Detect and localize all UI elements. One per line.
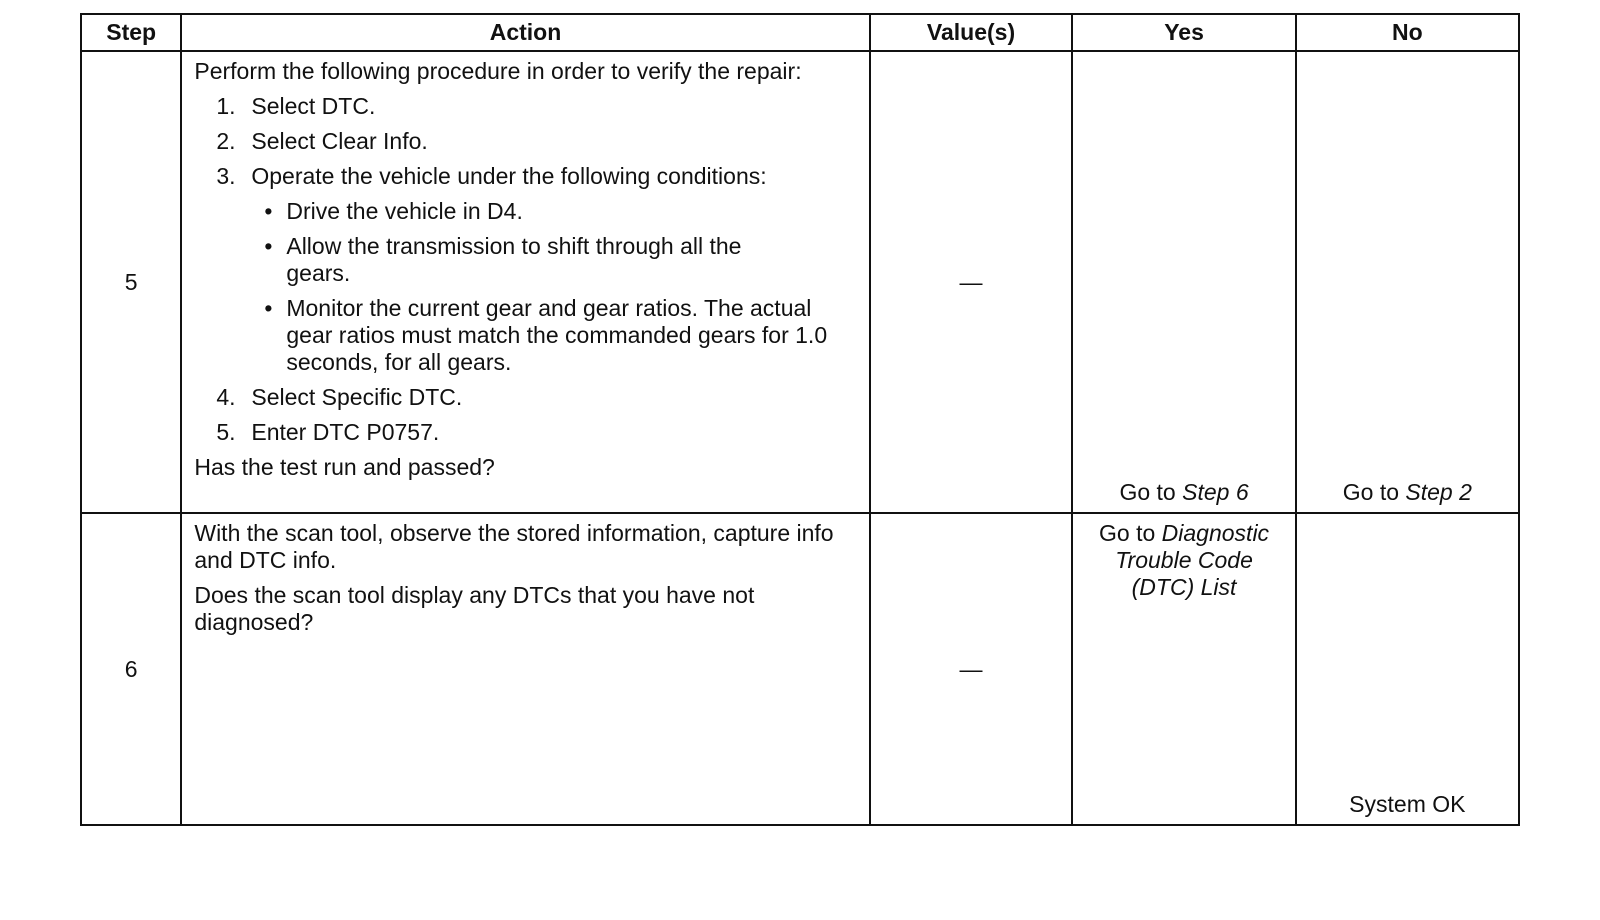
action-cell (181, 513, 869, 825)
procedure-item-number: 5. (216, 419, 236, 445)
no-prefix: Go to (1342, 479, 1400, 505)
procedure-list (194, 93, 858, 446)
action-lead: Perform the following procedure in order to verify the repair: (194, 58, 802, 84)
value-text: — (959, 655, 983, 682)
no-cell (1296, 513, 1519, 825)
header-no: No (1296, 14, 1519, 51)
procedure-item-number: 2. (216, 128, 236, 154)
procedure-item-number: 4. (216, 384, 236, 410)
header-values: Value(s) (870, 14, 1073, 51)
procedure-item-number: 1. (216, 93, 236, 119)
action-lead: With the scan tool, observe the stored information, capture info and DTC info. (194, 520, 834, 573)
table-row-step-6 (81, 513, 1519, 825)
action-cell (181, 51, 869, 513)
yes-cell (1072, 51, 1295, 513)
value-text: — (959, 268, 983, 295)
yes-link[interactable] (1073, 514, 1294, 601)
condition-text: Drive the vehicle in D4. (286, 198, 523, 224)
yes-link[interactable] (1073, 479, 1294, 506)
value-cell (870, 513, 1073, 825)
condition-text: Allow the transmission to shift through all the gears. (286, 233, 742, 286)
procedure-item-text: Operate the vehicle under the following conditions: (251, 163, 767, 189)
procedure-item (194, 128, 858, 155)
value-cell (870, 51, 1073, 513)
yes-prefix: Go to (1119, 479, 1176, 505)
no-target[interactable]: Step 2 (1405, 479, 1472, 505)
procedure-item-text: Enter DTC P0757. (251, 419, 440, 445)
table-row-step-5 (81, 51, 1519, 513)
no-cell (1296, 51, 1519, 513)
condition-item (251, 198, 858, 225)
step-number: 6 (81, 513, 181, 825)
procedure-item-text: Select Clear Info. (251, 128, 428, 154)
procedure-item-number: 3. (216, 163, 236, 189)
procedure-item (194, 163, 858, 376)
yes-prefix: Go to (1099, 520, 1156, 546)
header-row (81, 14, 1519, 51)
procedure-item-text: Select Specific DTC. (251, 384, 463, 410)
condition-list (251, 198, 858, 376)
header-step: Step (81, 14, 181, 51)
step-number: 5 (81, 51, 181, 513)
action-question: Has the test run and passed? (194, 454, 495, 480)
bullet-icon: • (264, 233, 273, 259)
procedure-item (194, 419, 858, 446)
yes-target[interactable]: Step 6 (1182, 479, 1249, 505)
procedure-item (194, 384, 858, 411)
no-result: System OK (1349, 791, 1466, 817)
condition-text: Monitor the current gear and gear ratios. The actual gear ratios must match the commanded gears for 1.0 seconds, for all gears. (286, 295, 828, 375)
condition-item (251, 295, 858, 376)
yes-target[interactable]: Diagnostic Trouble Code (DTC) List (1115, 520, 1270, 600)
no-link[interactable] (1297, 479, 1518, 506)
yes-cell (1072, 513, 1295, 825)
procedure-item (194, 93, 858, 120)
condition-item (251, 233, 858, 287)
procedure-item-text: Select DTC. (251, 93, 376, 119)
diagnostic-table (80, 13, 1520, 826)
action-question: Does the scan tool display any DTCs that you have not diagnosed? (194, 582, 755, 635)
header-yes: Yes (1072, 14, 1295, 51)
bullet-icon: • (264, 198, 273, 224)
bullet-icon: • (264, 295, 273, 321)
header-action: Action (181, 14, 869, 51)
